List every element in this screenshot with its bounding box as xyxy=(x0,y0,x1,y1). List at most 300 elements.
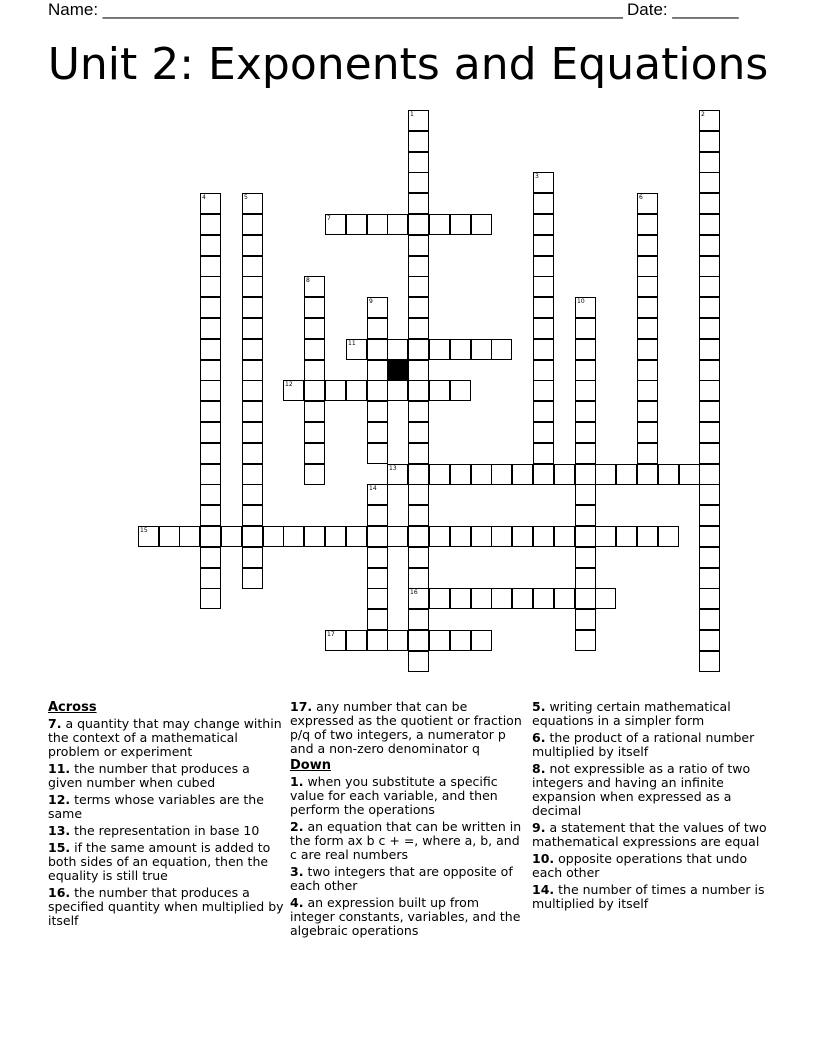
grid-cell[interactable] xyxy=(575,339,596,360)
grid-cell[interactable] xyxy=(658,526,679,547)
grid-cell[interactable] xyxy=(533,297,554,318)
grid-cell[interactable] xyxy=(699,547,720,568)
grid-cell[interactable] xyxy=(179,526,200,547)
grid-cell[interactable] xyxy=(450,464,471,485)
grid-cell[interactable] xyxy=(367,568,388,589)
clue-text: writing certain mathematical equations in a simpler form xyxy=(532,699,731,728)
grid-cell[interactable] xyxy=(367,318,388,339)
grid-cell[interactable] xyxy=(699,443,720,464)
clue-number: 4. xyxy=(290,895,304,910)
clue-down-4 xyxy=(290,896,526,938)
grid-cell[interactable] xyxy=(450,526,471,547)
clue-number-label: 1 xyxy=(410,111,414,118)
clue-across-12 xyxy=(48,793,284,821)
grid-cell[interactable] xyxy=(367,588,388,609)
clue-text: if the same amount is added to both sides of an equation, then the equality is still true xyxy=(48,840,271,883)
grid-cell[interactable] xyxy=(304,339,325,360)
grid-cell[interactable] xyxy=(575,630,596,651)
grid-cell[interactable] xyxy=(699,193,720,214)
grid-cell[interactable] xyxy=(699,172,720,193)
grid-cell[interactable] xyxy=(533,172,554,193)
grid-cell[interactable] xyxy=(304,380,325,401)
grid-cell[interactable] xyxy=(699,360,720,381)
grid-cell[interactable] xyxy=(533,401,554,422)
clue-number-label: 11 xyxy=(348,340,356,347)
grid-cell[interactable] xyxy=(637,464,658,485)
grid-cell[interactable] xyxy=(637,339,658,360)
grid-cell[interactable] xyxy=(200,318,221,339)
grid-cell[interactable] xyxy=(408,651,429,672)
grid-cell[interactable] xyxy=(637,443,658,464)
grid-cell[interactable] xyxy=(242,318,263,339)
grid-cell[interactable] xyxy=(387,630,408,651)
grid-cell[interactable] xyxy=(200,547,221,568)
grid-cell[interactable] xyxy=(408,588,429,609)
grid-cell[interactable] xyxy=(471,339,492,360)
grid-cell[interactable] xyxy=(387,380,408,401)
grid-cell[interactable] xyxy=(408,360,429,381)
grid-cell[interactable] xyxy=(304,422,325,443)
clue-number: 15. xyxy=(48,840,71,855)
grid-cell[interactable] xyxy=(533,235,554,256)
grid-cell[interactable] xyxy=(699,110,720,131)
grid-cell[interactable] xyxy=(575,360,596,381)
clue-number-label: 8 xyxy=(306,277,310,284)
grid-cell[interactable] xyxy=(533,464,554,485)
grid-cell[interactable] xyxy=(637,360,658,381)
grid-cell[interactable] xyxy=(533,360,554,381)
clue-text: not expressible as a ratio of two integers and having an infinite expansion when expressed as a decimal xyxy=(532,761,751,818)
clue-number-label: 6 xyxy=(639,194,643,201)
grid-cell[interactable] xyxy=(699,318,720,339)
grid-cell[interactable] xyxy=(471,464,492,485)
date-field: Date: _______ xyxy=(627,0,739,19)
grid-cell[interactable] xyxy=(699,401,720,422)
grid-cell[interactable] xyxy=(512,464,533,485)
grid-cell[interactable] xyxy=(637,214,658,235)
grid-cell[interactable] xyxy=(533,256,554,277)
grid-cell[interactable] xyxy=(533,422,554,443)
clue-text: terms whose variables are the same xyxy=(48,792,264,821)
grid-cell[interactable] xyxy=(408,214,429,235)
grid-cell[interactable] xyxy=(325,214,346,235)
grid-cell[interactable] xyxy=(346,630,367,651)
clue-text: the number that produces a given number when cubed xyxy=(48,761,250,790)
grid-cell[interactable] xyxy=(408,297,429,318)
grid-cell[interactable] xyxy=(367,505,388,526)
grid-cell[interactable] xyxy=(200,380,221,401)
clue-column-2 xyxy=(290,700,526,941)
grid-cell[interactable] xyxy=(575,380,596,401)
grid-cell[interactable] xyxy=(367,630,388,651)
grid-cell[interactable] xyxy=(263,526,284,547)
grid-cell[interactable] xyxy=(304,401,325,422)
page-title: Unit 2: Exponents and Equations xyxy=(47,39,769,90)
grid-cell[interactable] xyxy=(408,568,429,589)
clue-number-label: 17 xyxy=(327,631,335,638)
clue-down-9 xyxy=(532,821,768,849)
grid-cell[interactable] xyxy=(242,422,263,443)
grid-cell[interactable] xyxy=(491,526,512,547)
grid-cell[interactable] xyxy=(367,609,388,630)
grid-cell[interactable] xyxy=(595,526,616,547)
grid-cell[interactable] xyxy=(221,526,242,547)
grid-cell[interactable] xyxy=(367,214,388,235)
clue-text: the representation in base 10 xyxy=(74,823,260,838)
grid-cell[interactable] xyxy=(699,484,720,505)
grid-cell[interactable] xyxy=(304,318,325,339)
clue-across-13 xyxy=(48,824,284,838)
grid-cell[interactable] xyxy=(637,297,658,318)
clue-number: 5. xyxy=(532,699,546,714)
clue-text: the product of a rational number multiplied by itself xyxy=(532,730,755,759)
clue-text: an equation that can be written in the form ax b c + =, where a, b, and c are real numbers xyxy=(290,819,522,862)
grid-cell[interactable] xyxy=(367,443,388,464)
grid-cell[interactable] xyxy=(699,609,720,630)
grid-cell[interactable] xyxy=(242,256,263,277)
grid-cell[interactable] xyxy=(471,588,492,609)
grid-cell[interactable] xyxy=(200,443,221,464)
grid-cell[interactable] xyxy=(450,588,471,609)
grid-cell[interactable] xyxy=(242,526,263,547)
grid-cell[interactable] xyxy=(304,464,325,485)
grid-cell[interactable] xyxy=(242,464,263,485)
grid-cell[interactable] xyxy=(242,505,263,526)
grid-cell[interactable] xyxy=(699,505,720,526)
grid-cell[interactable] xyxy=(200,422,221,443)
clue-number-label: 14 xyxy=(369,485,377,492)
grid-cell[interactable] xyxy=(429,339,450,360)
grid-cell[interactable] xyxy=(304,276,325,297)
grid-cell[interactable] xyxy=(325,526,346,547)
clue-number-label: 9 xyxy=(369,298,373,305)
grid-cell[interactable] xyxy=(200,360,221,381)
grid-cell[interactable] xyxy=(471,526,492,547)
grid-cell[interactable] xyxy=(408,547,429,568)
clue-down-6 xyxy=(532,731,768,759)
grid-cell[interactable] xyxy=(699,422,720,443)
grid-cell[interactable] xyxy=(242,547,263,568)
clue-text: a quantity that may change within the context of a mathematical problem or experiment xyxy=(48,716,282,759)
grid-cell[interactable] xyxy=(512,526,533,547)
grid-cell[interactable] xyxy=(429,630,450,651)
clue-number: 17. xyxy=(290,699,313,714)
grid-cell[interactable] xyxy=(304,297,325,318)
grid-cell[interactable] xyxy=(408,443,429,464)
grid-cell[interactable] xyxy=(575,464,596,485)
grid-cell[interactable] xyxy=(346,526,367,547)
grid-cell[interactable] xyxy=(637,276,658,297)
grid-cell[interactable] xyxy=(408,339,429,360)
grid-cell[interactable] xyxy=(408,131,429,152)
grid-cell[interactable] xyxy=(637,380,658,401)
grid-cell[interactable] xyxy=(699,651,720,672)
grid-cell[interactable] xyxy=(575,484,596,505)
grid-cell[interactable] xyxy=(200,193,221,214)
grid-cell[interactable] xyxy=(200,464,221,485)
grid-cell[interactable] xyxy=(429,526,450,547)
grid-cell[interactable] xyxy=(408,526,429,547)
grid-cell[interactable] xyxy=(429,588,450,609)
clue-down-8 xyxy=(532,762,768,818)
clue-across-17 xyxy=(290,700,526,756)
grid-cell[interactable] xyxy=(408,609,429,630)
grid-cell[interactable] xyxy=(699,339,720,360)
grid-cell[interactable] xyxy=(242,380,263,401)
grid-cell[interactable] xyxy=(159,526,180,547)
grid-cell[interactable] xyxy=(429,214,450,235)
grid-cell[interactable] xyxy=(450,630,471,651)
grid-cell[interactable] xyxy=(637,422,658,443)
grid-cell[interactable] xyxy=(242,568,263,589)
clue-down-1 xyxy=(290,775,526,817)
grid-cell[interactable] xyxy=(554,464,575,485)
clue-column-3 xyxy=(532,700,768,914)
grid-cell[interactable] xyxy=(200,505,221,526)
grid-cell[interactable] xyxy=(283,526,304,547)
grid-cell[interactable] xyxy=(575,588,596,609)
grid-cell[interactable] xyxy=(387,339,408,360)
grid-cell[interactable] xyxy=(450,339,471,360)
grid-cell[interactable] xyxy=(699,214,720,235)
clue-text: a statement that the values of two mathematical expressions are equal xyxy=(532,820,767,849)
grid-cell[interactable] xyxy=(304,526,325,547)
grid-cell[interactable] xyxy=(408,505,429,526)
grid-cell[interactable] xyxy=(699,131,720,152)
grid-cell[interactable] xyxy=(408,318,429,339)
clue-down-5 xyxy=(532,700,768,728)
grid-cell[interactable] xyxy=(699,526,720,547)
grid-cell[interactable] xyxy=(242,443,263,464)
grid-cell[interactable] xyxy=(637,401,658,422)
grid-cell[interactable] xyxy=(408,276,429,297)
grid-cell[interactable] xyxy=(616,464,637,485)
clue-down-14 xyxy=(532,883,768,911)
grid-cell[interactable] xyxy=(408,630,429,651)
grid-cell[interactable] xyxy=(304,360,325,381)
clue-down-10 xyxy=(532,852,768,880)
clue-text: the number of times a number is multiplied by itself xyxy=(532,882,765,911)
grid-cell[interactable] xyxy=(367,484,388,505)
clue-number-label: 7 xyxy=(327,215,331,222)
grid-cell[interactable] xyxy=(242,276,263,297)
grid-cell[interactable] xyxy=(699,297,720,318)
grid-cell[interactable] xyxy=(408,110,429,131)
grid-cell[interactable] xyxy=(450,214,471,235)
grid-cell[interactable] xyxy=(637,235,658,256)
grid-cell[interactable] xyxy=(242,360,263,381)
grid-cell[interactable] xyxy=(575,547,596,568)
grid-cell[interactable] xyxy=(595,588,616,609)
clue-number-label: 5 xyxy=(244,194,248,201)
grid-cell[interactable] xyxy=(491,339,512,360)
grid-cell[interactable] xyxy=(533,214,554,235)
grid-cell[interactable] xyxy=(533,380,554,401)
clue-number: 3. xyxy=(290,864,304,879)
grid-cell[interactable] xyxy=(367,297,388,318)
grid-cell[interactable] xyxy=(387,464,408,485)
grid-cell[interactable] xyxy=(138,526,159,547)
grid-cell[interactable] xyxy=(533,193,554,214)
grid-cell[interactable] xyxy=(616,526,637,547)
clue-number: 1. xyxy=(290,774,304,789)
grid-cell[interactable] xyxy=(408,484,429,505)
grid-cell[interactable] xyxy=(367,422,388,443)
grid-cell[interactable] xyxy=(554,526,575,547)
clue-number-label: 13 xyxy=(389,465,397,472)
clue-text: an expression built up from integer constants, variables, and the algebraic operations xyxy=(290,895,521,938)
grid-cell[interactable] xyxy=(699,568,720,589)
grid-cell[interactable] xyxy=(699,588,720,609)
grid-cell[interactable] xyxy=(242,339,263,360)
grid-cell[interactable] xyxy=(471,630,492,651)
grid-cell[interactable] xyxy=(575,443,596,464)
grid-cell[interactable] xyxy=(367,360,388,381)
grid-cell[interactable] xyxy=(200,235,221,256)
grid-cell[interactable] xyxy=(200,297,221,318)
down-heading: Down xyxy=(290,758,331,773)
grid-cell[interactable] xyxy=(408,464,429,485)
clue-number-label: 2 xyxy=(701,111,705,118)
clue-number: 8. xyxy=(532,761,546,776)
grid-cell[interactable] xyxy=(471,214,492,235)
grid-cell[interactable] xyxy=(325,380,346,401)
across-heading: Across xyxy=(48,700,97,715)
grid-cell[interactable] xyxy=(637,318,658,339)
grid-cell[interactable] xyxy=(325,630,346,651)
grid-cell[interactable] xyxy=(491,588,512,609)
clue-number-label: 10 xyxy=(577,298,585,305)
name-field: Name: _______________________________________________________ xyxy=(48,0,623,19)
grid-cell[interactable] xyxy=(200,526,221,547)
clue-across-11 xyxy=(48,762,284,790)
grid-cell[interactable] xyxy=(429,380,450,401)
grid-cell[interactable] xyxy=(699,256,720,277)
grid-cell[interactable] xyxy=(429,464,450,485)
grid-cell[interactable] xyxy=(408,256,429,277)
blocked-cell xyxy=(387,360,408,381)
grid-cell[interactable] xyxy=(200,256,221,277)
clue-number-label: 16 xyxy=(410,589,418,596)
grid-cell[interactable] xyxy=(699,235,720,256)
grid-cell[interactable] xyxy=(200,588,221,609)
grid-cell[interactable] xyxy=(575,422,596,443)
grid-cell[interactable] xyxy=(679,464,700,485)
grid-cell[interactable] xyxy=(242,297,263,318)
grid-cell[interactable] xyxy=(575,505,596,526)
grid-cell[interactable] xyxy=(242,401,263,422)
clue-text: the number that produces a specified quantity when multiplied by itself xyxy=(48,885,284,928)
grid-cell[interactable] xyxy=(200,484,221,505)
grid-cell[interactable] xyxy=(533,526,554,547)
clue-text: any number that can be expressed as the quotient or fraction p/q of two integers, a numerator p and a non-zero denominator q xyxy=(290,699,522,756)
grid-cell[interactable] xyxy=(575,568,596,589)
grid-cell[interactable] xyxy=(699,380,720,401)
grid-cell[interactable] xyxy=(533,339,554,360)
grid-cell[interactable] xyxy=(200,214,221,235)
clue-number-label: 12 xyxy=(285,381,293,388)
grid-cell[interactable] xyxy=(367,401,388,422)
grid-cell[interactable] xyxy=(658,464,679,485)
grid-cell[interactable] xyxy=(408,401,429,422)
clue-across-7 xyxy=(48,717,284,759)
grid-cell[interactable] xyxy=(408,152,429,173)
grid-cell[interactable] xyxy=(304,443,325,464)
clue-number: 2. xyxy=(290,819,304,834)
grid-cell[interactable] xyxy=(699,276,720,297)
grid-cell[interactable] xyxy=(533,443,554,464)
grid-cell[interactable] xyxy=(512,588,533,609)
grid-cell[interactable] xyxy=(242,484,263,505)
grid-cell[interactable] xyxy=(408,235,429,256)
grid-cell[interactable] xyxy=(200,276,221,297)
grid-cell[interactable] xyxy=(200,568,221,589)
grid-cell[interactable] xyxy=(200,339,221,360)
grid-cell[interactable] xyxy=(575,609,596,630)
grid-cell[interactable] xyxy=(699,464,720,485)
clue-text: opposite operations that undo each other xyxy=(532,851,748,880)
grid-cell[interactable] xyxy=(367,339,388,360)
grid-cell[interactable] xyxy=(346,214,367,235)
grid-cell[interactable] xyxy=(367,526,388,547)
grid-cell[interactable] xyxy=(408,172,429,193)
grid-cell[interactable] xyxy=(283,380,304,401)
clue-number: 7. xyxy=(48,716,62,731)
grid-cell[interactable] xyxy=(367,547,388,568)
grid-cell[interactable] xyxy=(575,318,596,339)
grid-cell[interactable] xyxy=(408,193,429,214)
grid-cell[interactable] xyxy=(200,401,221,422)
grid-cell[interactable] xyxy=(346,339,367,360)
grid-cell[interactable] xyxy=(533,588,554,609)
grid-cell[interactable] xyxy=(699,630,720,651)
grid-cell[interactable] xyxy=(533,318,554,339)
grid-cell[interactable] xyxy=(408,380,429,401)
grid-cell[interactable] xyxy=(637,526,658,547)
clue-text: when you substitute a specific value for each variable, and then perform the operations xyxy=(290,774,498,817)
clue-number: 12. xyxy=(48,792,71,807)
clue-number: 10. xyxy=(532,851,555,866)
grid-cell[interactable] xyxy=(533,276,554,297)
clue-number: 16. xyxy=(48,885,71,900)
grid-cell[interactable] xyxy=(450,380,471,401)
clue-number: 11. xyxy=(48,761,71,776)
clue-number-label: 4 xyxy=(202,194,206,201)
grid-cell[interactable] xyxy=(554,588,575,609)
grid-cell[interactable] xyxy=(242,235,263,256)
grid-cell[interactable] xyxy=(408,422,429,443)
grid-cell[interactable] xyxy=(637,193,658,214)
clue-number: 14. xyxy=(532,882,555,897)
grid-cell[interactable] xyxy=(387,214,408,235)
clue-number-label: 15 xyxy=(140,527,148,534)
clue-number-label: 3 xyxy=(535,173,539,180)
grid-cell[interactable] xyxy=(346,380,367,401)
clue-down-2 xyxy=(290,820,526,862)
grid-cell[interactable] xyxy=(387,526,408,547)
grid-cell[interactable] xyxy=(575,297,596,318)
clue-number: 9. xyxy=(532,820,546,835)
grid-cell[interactable] xyxy=(575,526,596,547)
grid-cell[interactable] xyxy=(242,214,263,235)
grid-cell[interactable] xyxy=(491,464,512,485)
grid-cell[interactable] xyxy=(367,380,388,401)
grid-cell[interactable] xyxy=(595,464,616,485)
grid-cell[interactable] xyxy=(242,193,263,214)
grid-cell[interactable] xyxy=(699,152,720,173)
grid-cell[interactable] xyxy=(575,401,596,422)
grid-cell[interactable] xyxy=(637,256,658,277)
